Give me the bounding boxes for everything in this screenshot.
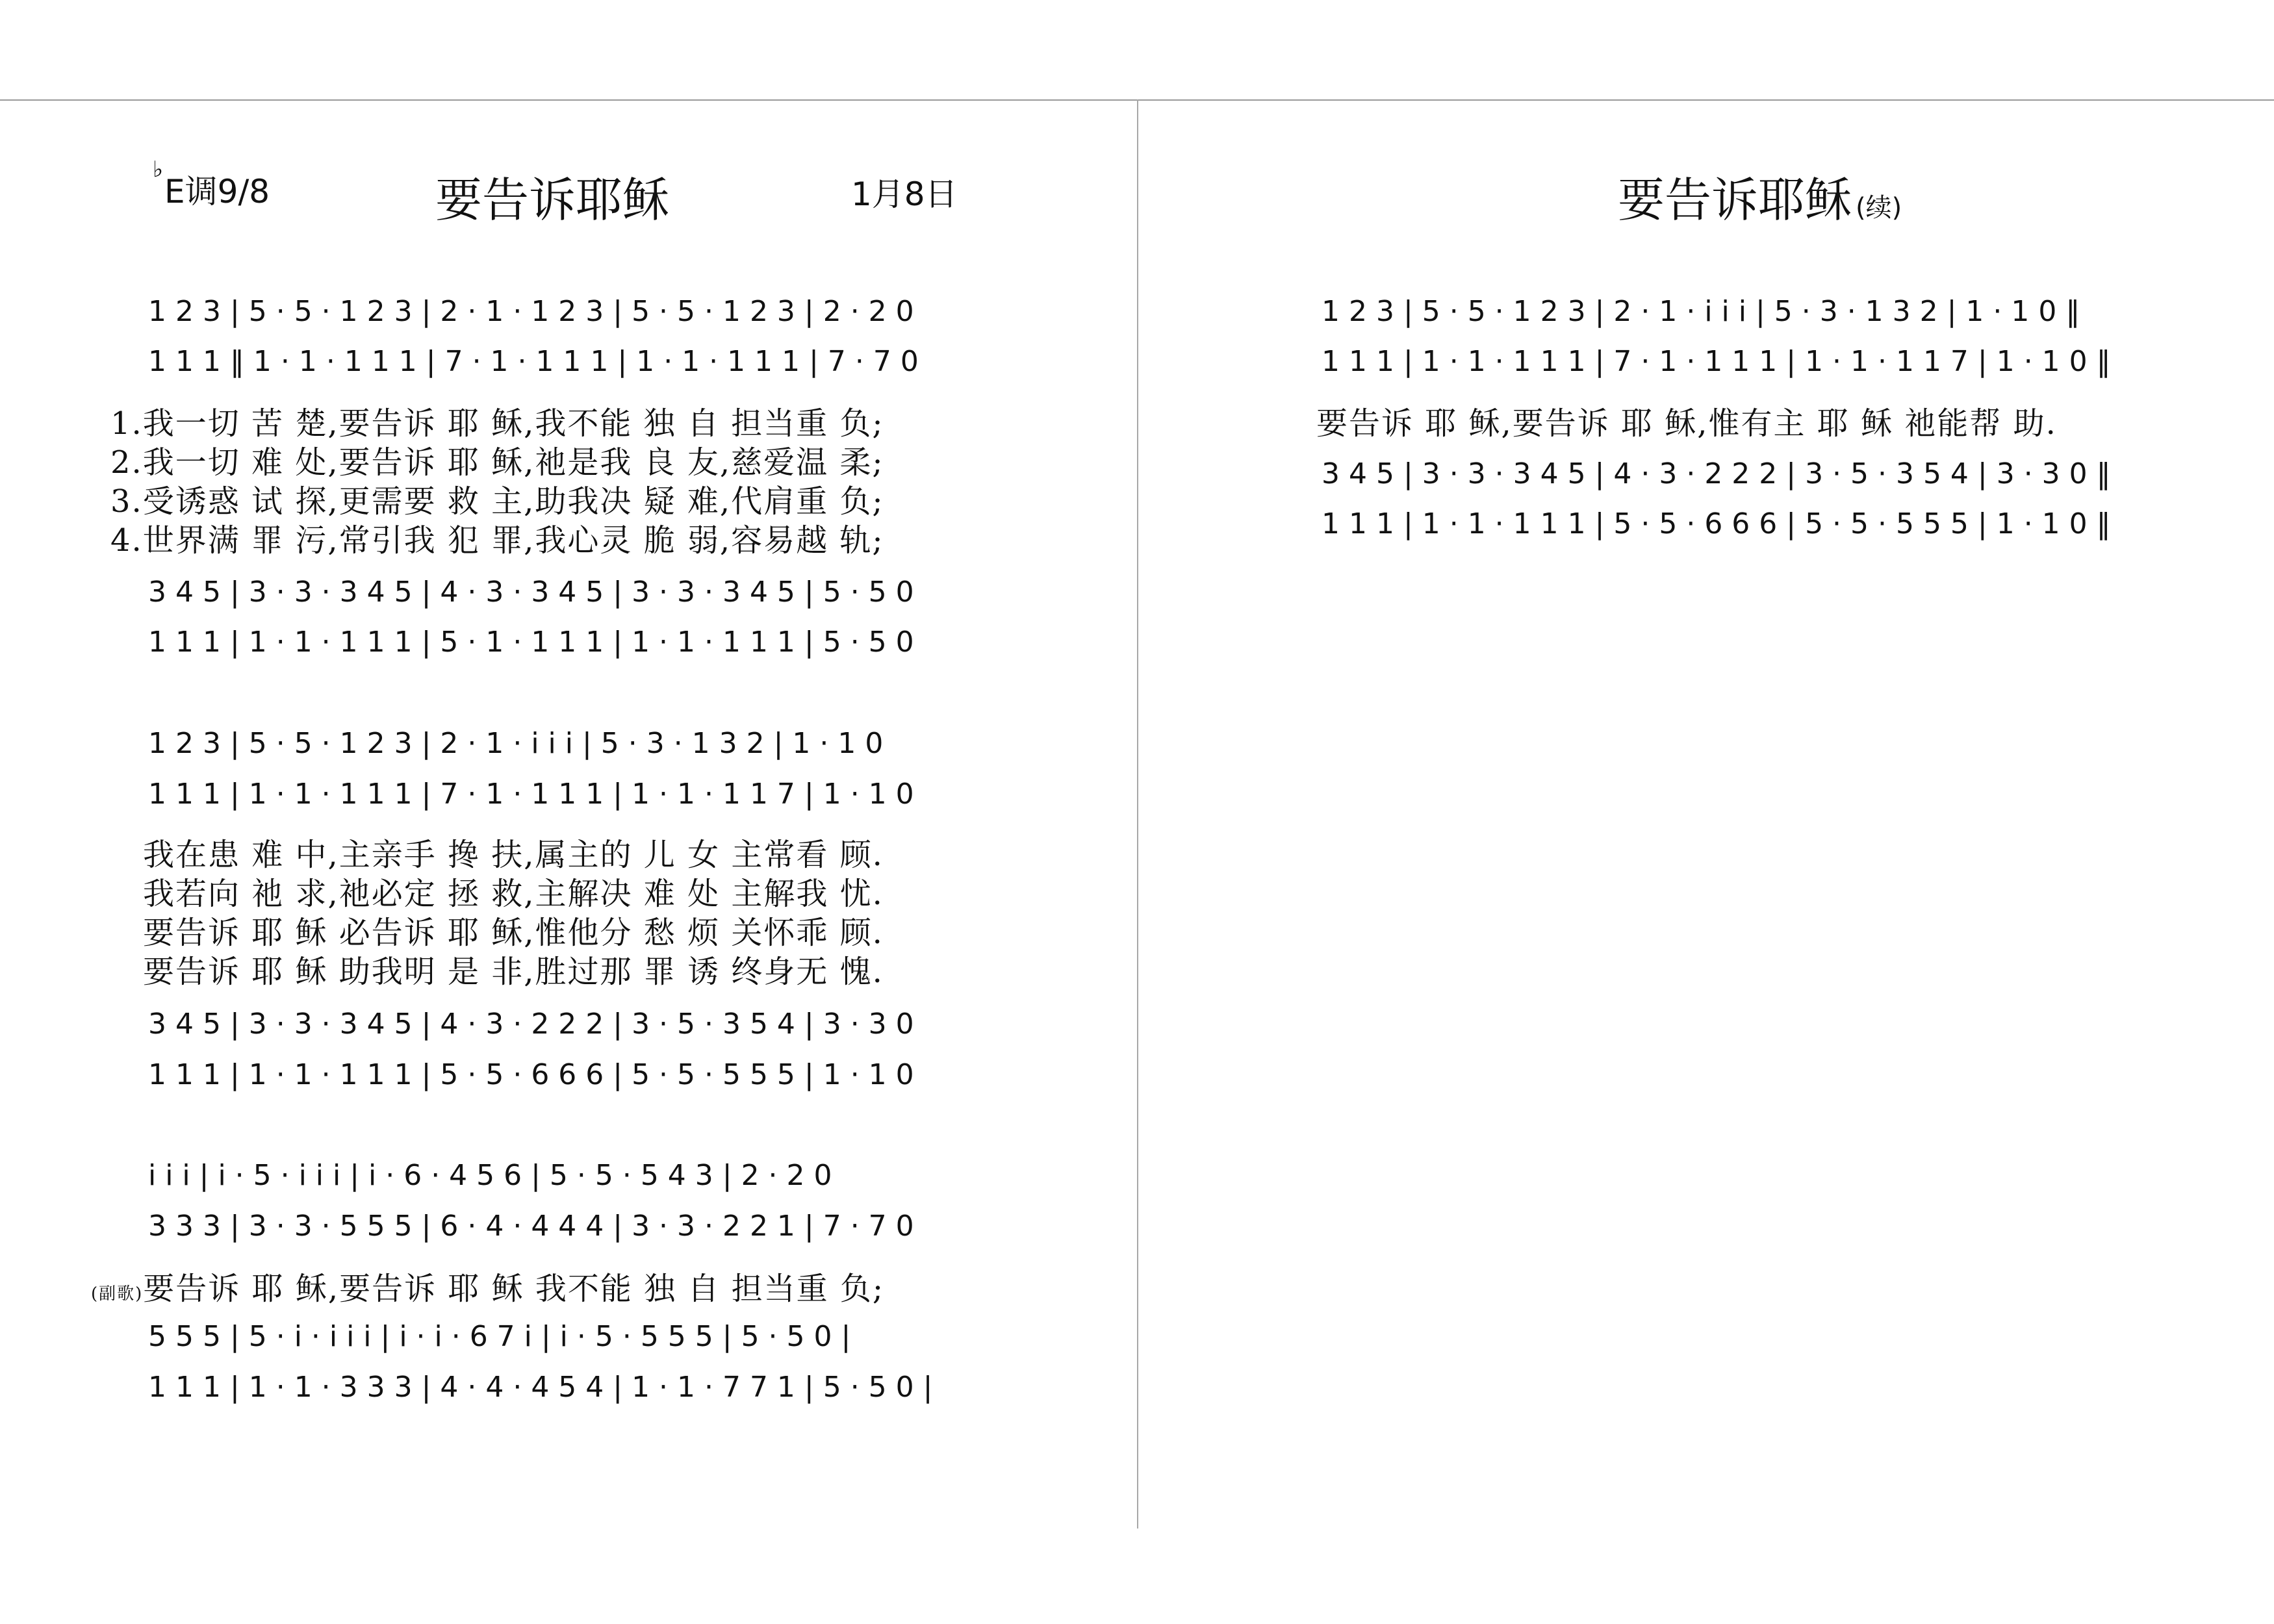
key-signature [153, 157, 270, 212]
staff-line: i i i | i · 5 · i i i | i · 6 · 4 5 6 | 5 · 5 · 5 4 3 | 2 · 2 0 [148, 1159, 832, 1192]
lyric-line: 要告诉 耶 稣,要告诉 耶 稣,惟有主 耶 稣 祂能帮 助. [1316, 405, 2057, 442]
lyric-text: 要告诉 耶 稣,要告诉 耶 稣 我不能 独 自 担当重 负; [143, 1271, 885, 1307]
flat-icon: ♭ [153, 157, 164, 183]
song-title: 要告诉耶稣 [435, 173, 670, 227]
chorus-mark: (副歌) [91, 1284, 144, 1304]
lyric-line: 3.受诱惑 试 探,更需要 救 主,助我决 疑 难,代肩重 负; [110, 483, 884, 520]
staff-line: 3 4 5 | 3 · 3 · 3 4 5 | 4 · 3 · 2 2 2 | 3 · 5 · 3 5 4 | 3 · 3 0 [148, 1008, 914, 1041]
staff-line: 3 3 3 | 3 · 3 · 5 5 5 | 6 · 4 · 4 4 4 | 3 · 3 · 2 2 1 | 7 · 7 0 [148, 1210, 914, 1243]
song-date: 1月8日 [851, 175, 958, 213]
chorus-lyric-line [91, 1263, 884, 1308]
staff-line: 1 2 3 | 5 · 5 · 1 2 3 | 2 · 1 · i i i | 5 · 3 · 1 3 2 | 1 · 1 0 ‖ [1322, 295, 2080, 328]
staff-line: 1 1 1 | 1 · 1 · 1 1 1 | 5 · 5 · 6 6 6 | 5 · 5 · 5 5 5 | 1 · 1 0 [148, 1058, 914, 1091]
lyric-line: 要告诉 耶 稣 助我明 是 非,胜过那 罪 诱 终身无 愧. [143, 954, 884, 990]
lyric-line: 2.我一切 难 处,要告诉 耶 稣,祂是我 良 友,慈爱温 柔; [110, 444, 884, 481]
title-text: 要告诉耶稣 [1618, 173, 1852, 227]
staff-line: 3 4 5 | 3 · 3 · 3 4 5 | 4 · 3 · 3 4 5 | 3 · 3 · 3 4 5 | 5 · 5 0 [148, 576, 914, 609]
staff-line: 1 1 1 ‖ 1 · 1 · 1 1 1 | 7 · 1 · 1 1 1 | 1 · 1 · 1 1 1 | 7 · 7 0 [148, 345, 919, 378]
staff-line: 1 1 1 | 1 · 1 · 3 3 3 | 4 · 4 · 4 5 4 | 1 · 1 · 7 7 1 | 5 · 5 0 | [148, 1371, 933, 1404]
page-divider-line [1137, 99, 1138, 1529]
lyric-line: 我若向 祂 求,祂必定 拯 救,主解决 难 处 主解我 忧. [143, 876, 884, 912]
lyric-line: 我在患 难 中,主亲手 搀 扶,属主的 儿 女 主常看 顾. [143, 837, 884, 873]
continued-mark: (续) [1856, 193, 1902, 223]
staff-line: 5 5 5 | 5 · i · i i i | i · i · 6 7 i | i · 5 · 5 5 5 | 5 · 5 0 | [148, 1320, 851, 1353]
staff-line: 1 1 1 | 1 · 1 · 1 1 1 | 5 · 5 · 6 6 6 | 5 · 5 · 5 5 5 | 1 · 1 0 ‖ [1322, 507, 2111, 540]
lyric-line: 4.世界满 罪 污,常引我 犯 罪,我心灵 脆 弱,容易越 轨; [110, 522, 884, 559]
lyric-line: 要告诉 耶 稣 必告诉 耶 稣,惟他分 愁 烦 关怀乖 顾. [143, 915, 884, 951]
key-label: E调9/8 [164, 173, 270, 210]
staff-line: 1 1 1 | 1 · 1 · 1 1 1 | 7 · 1 · 1 1 1 | 1 · 1 · 1 1 7 | 1 · 1 0 [148, 778, 914, 811]
staff-line: 1 2 3 | 5 · 5 · 1 2 3 | 2 · 1 · 1 2 3 | 5 · 5 · 1 2 3 | 2 · 2 0 [148, 295, 914, 328]
lyric-line: 1.我一切 苦 楚,要告诉 耶 稣,我不能 独 自 担当重 负; [110, 405, 884, 442]
song-title-continued [1618, 162, 1902, 230]
staff-line: 1 1 1 | 1 · 1 · 1 1 1 | 7 · 1 · 1 1 1 | 1 · 1 · 1 1 7 | 1 · 1 0 ‖ [1322, 345, 2111, 378]
staff-line: 3 4 5 | 3 · 3 · 3 4 5 | 4 · 3 · 2 2 2 | 3 · 5 · 3 5 4 | 3 · 3 0 ‖ [1322, 457, 2111, 490]
staff-line: 1 2 3 | 5 · 5 · 1 2 3 | 2 · 1 · i i i | 5 · 3 · 1 3 2 | 1 · 1 0 [148, 727, 884, 760]
staff-line: 1 1 1 | 1 · 1 · 1 1 1 | 5 · 1 · 1 1 1 | 1 · 1 · 1 1 1 | 5 · 5 0 [148, 626, 914, 659]
